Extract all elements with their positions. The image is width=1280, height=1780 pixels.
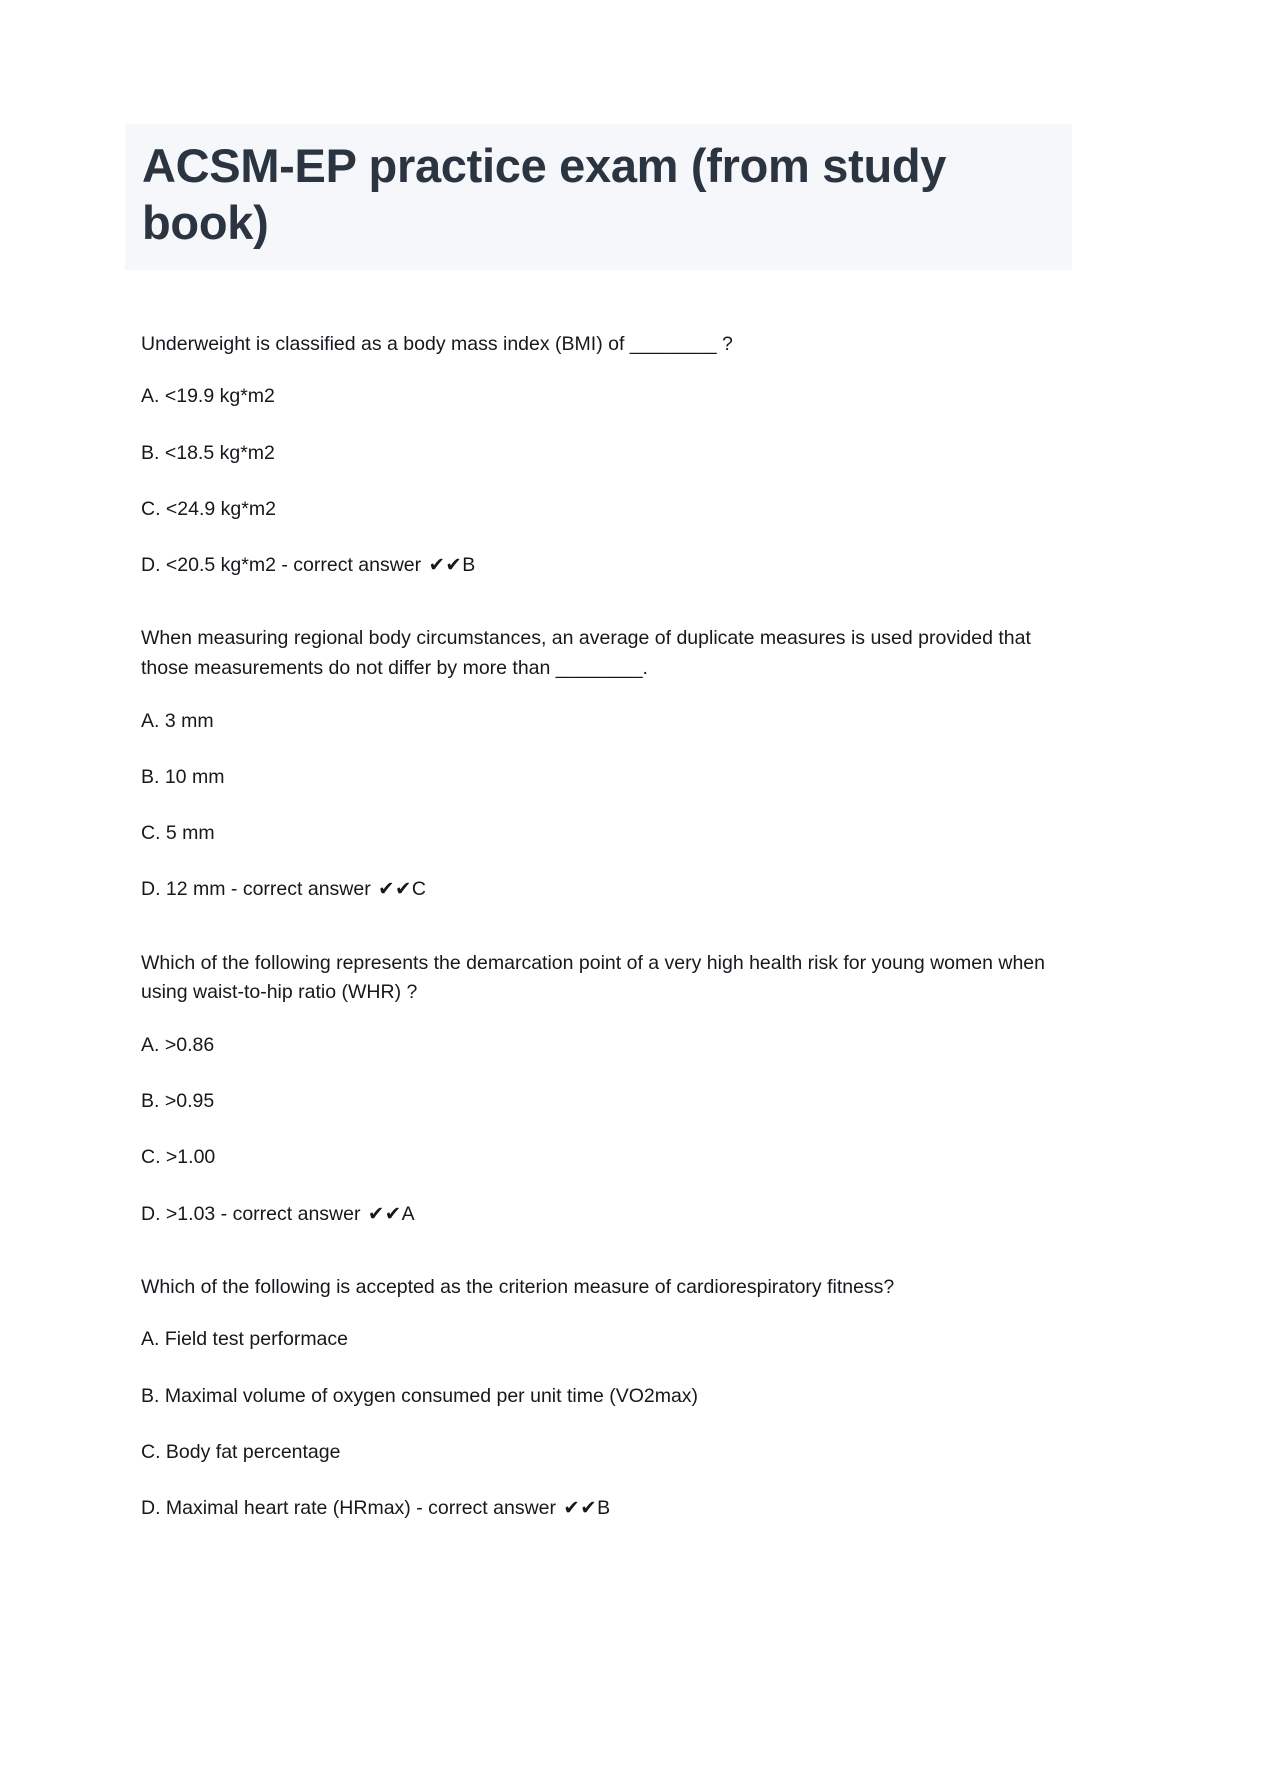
document-page — [0, 124, 1280, 1780]
question-stem: Underweight is classified as a body mass index (BMI) of ________ ? — [141, 332, 733, 355]
answer-option[interactable] — [141, 1143, 1072, 1172]
answer-option[interactable] — [141, 1494, 1072, 1523]
answer-option-text: B. <18.5 kg*m2 — [141, 441, 275, 464]
answer-option-text: D. <20.5 kg*m2 - correct answer — [141, 554, 427, 577]
answer-option[interactable] — [141, 1382, 1072, 1411]
correct-answer-letter: A — [401, 1202, 415, 1225]
question-block — [141, 1273, 1072, 1524]
answer-option-text: C. <24.9 kg*m2 — [141, 497, 276, 520]
question-block — [141, 949, 1072, 1229]
answer-option[interactable] — [141, 763, 1072, 792]
answer-option[interactable] — [141, 875, 1072, 904]
correct-answer-check-icon: ✔✔ — [428, 554, 463, 577]
answer-option[interactable] — [141, 819, 1072, 848]
correct-answer-check-icon: ✔✔ — [563, 1497, 598, 1520]
question-block — [141, 330, 1072, 581]
answer-option-text: D. >1.03 - correct answer — [141, 1202, 366, 1225]
correct-answer-letter: B — [462, 554, 476, 577]
answer-option-text: C. 5 mm — [141, 822, 215, 845]
answer-option-text: C. >1.00 — [141, 1146, 216, 1169]
answer-option-text: A. Field test performace — [141, 1328, 348, 1351]
question-block — [141, 624, 1072, 904]
answer-option-text: D. 12 mm - correct answer — [141, 878, 377, 901]
correct-answer-letter: C — [411, 878, 426, 901]
answer-option[interactable] — [141, 382, 1072, 411]
answer-option-text: A. >0.86 — [141, 1033, 215, 1056]
question-stem: Which of the following represents the demarcation point of a very high health risk for young women when using waist-to-hip ratio (WHR) ? — [141, 951, 1045, 1004]
document-header — [125, 124, 1072, 270]
question-list — [141, 330, 1072, 1524]
answer-option[interactable] — [141, 1325, 1072, 1354]
answer-option[interactable] — [141, 1200, 1072, 1229]
answer-option[interactable] — [141, 1087, 1072, 1116]
correct-answer-letter: B — [597, 1497, 611, 1520]
answer-option[interactable] — [141, 1438, 1072, 1467]
answer-option-text: D. Maximal heart rate (HRmax) - correct answer — [141, 1497, 562, 1520]
correct-answer-check-icon: ✔✔ — [367, 1202, 402, 1225]
answer-option[interactable] — [141, 551, 1072, 580]
answer-option[interactable] — [141, 707, 1072, 736]
answer-option-text: B. Maximal volume of oxygen consumed per unit time (VO2max) — [141, 1384, 699, 1407]
page-title: ACSM-EP practice exam (from study book) — [142, 139, 947, 249]
correct-answer-check-icon: ✔✔ — [378, 878, 412, 901]
answer-option-text: B. 10 mm — [141, 765, 225, 788]
answer-option-text: A. <19.9 kg*m2 — [141, 385, 275, 408]
document-body — [141, 270, 1072, 1524]
answer-option-text: C. Body fat percentage — [141, 1440, 341, 1463]
question-stem: Which of the following is accepted as the criterion measure of cardiorespiratory fitness? — [141, 1275, 895, 1298]
answer-option-text: A. 3 mm — [141, 709, 214, 732]
question-stem: When measuring regional body circumstances, an average of duplicate measures is used provided that those measurements do not differ by more than ________. — [141, 627, 1031, 679]
answer-option[interactable] — [141, 439, 1072, 468]
answer-option[interactable] — [141, 495, 1072, 524]
answer-option-text: B. >0.95 — [141, 1090, 215, 1113]
answer-option[interactable] — [141, 1031, 1072, 1060]
